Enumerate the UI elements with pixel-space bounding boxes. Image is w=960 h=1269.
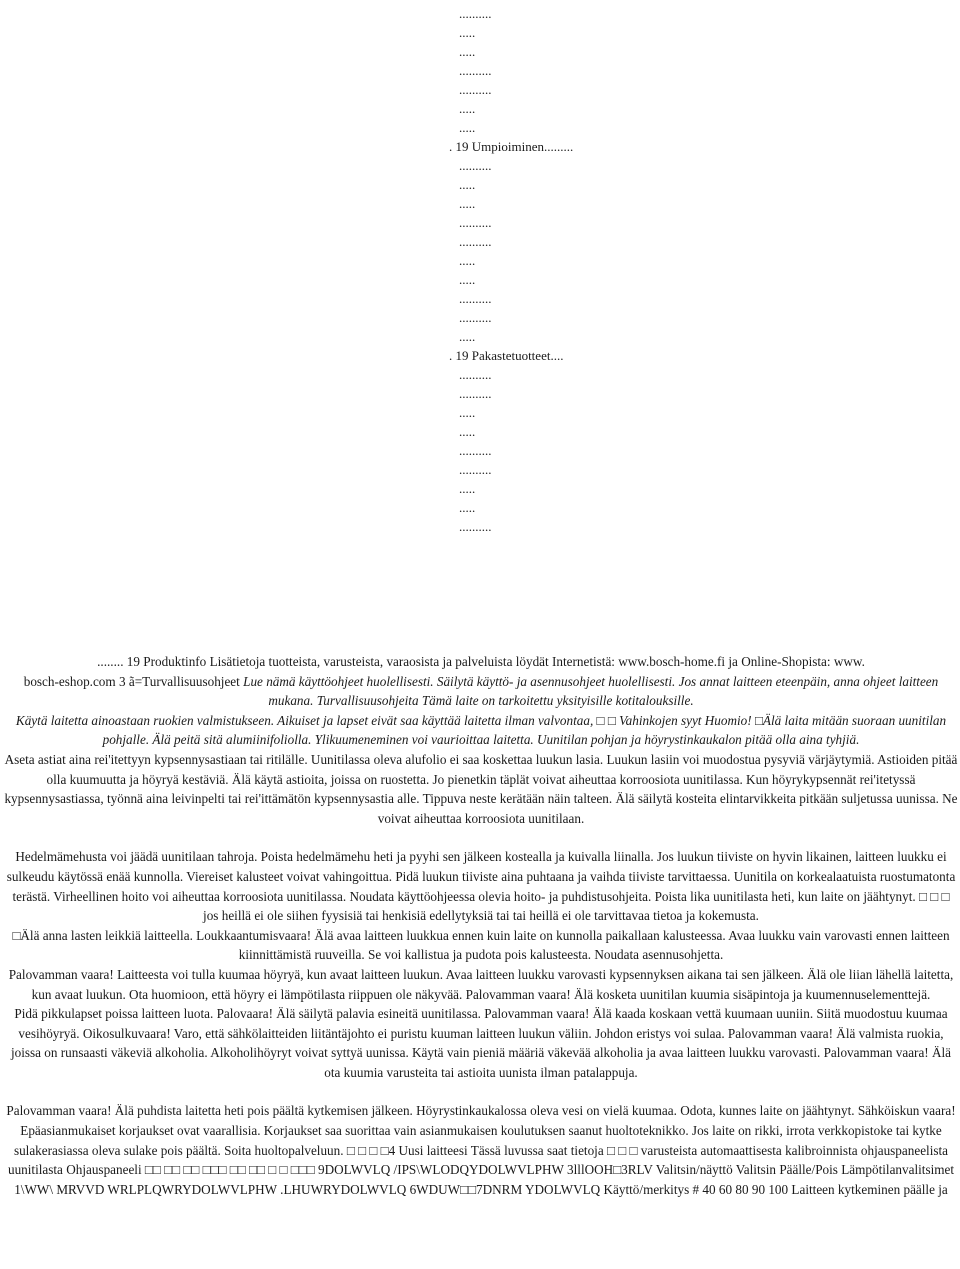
paragraph: Pidä pikkulapset poissa laitteen luota. Palovaara! Älä säilytä palavia esineitä uunitilassa. Palovamman vaara! Älä kaada koskaan vettä kuumaan uuniin. Siitä muodostuu kuumaa vesihöyryä. Oikosulkuvaara! Varo, että sähkölaitteiden liitäntäjohto ei puristu kuuman laitteen luukun väliin. Johdon eristys voi sulaa. Palovamman vaara! Älä valmista ruokia, joissa on runsaasti väkeviä alkoholia. Alkoholihöyryt voivat syttyä uunissa. Käytä vain pieniä määriä väkevää alkoholia ja avaa laitteen luukku varovasti. Palovamman vaara! Älä ota kuumia varusteita tai astioita uunista ilman patalappuja. — [10, 1006, 952, 1080]
toc-line: ..... — [459, 272, 476, 287]
toc-line: ..... — [459, 44, 476, 59]
produktinfo-line: ........ 19 Produktinfo Lisätietoja tuotteista, varusteista, varaosista ja palveluista löydät Internetistä: www.bosch-home.fi ja Online-Shopista: www. — [97, 654, 865, 669]
safety-intro — [4, 672, 958, 711]
toc-line: ..... — [459, 329, 476, 344]
toc-line: .......... — [459, 63, 492, 78]
toc-line: ..... — [459, 481, 476, 496]
toc-line: ..... — [459, 196, 476, 211]
toc-line: ..... — [459, 120, 476, 135]
toc-line: .......... — [459, 82, 492, 97]
toc-line: ..... — [459, 101, 476, 116]
paragraph: Palovamman vaara! Laitteesta voi tulla kuumaa höyryä, kun avaat laitteen luukun. Avaa laitteen luukku varovasti kypsennyksen aikana tai sen jälkeen. Älä ole liian lähellä laitetta, kun avaat luukun. Ota huomioon, että höyry ei lämpötilasta riippuen ole näkyvää. Palovamman vaara! Älä kosketa uunitilan kuumia sisäpintoja ja kuumennuselementtejä. — [8, 966, 954, 1002]
toc-line: ..... — [459, 253, 476, 268]
toc-line: .......... — [459, 158, 492, 173]
toc-line: .......... — [459, 310, 492, 325]
paragraph: Palovamman vaara! Älä puhdista laitetta heti pois päältä kytkemisen jälkeen. Höyrystinkaukalossa oleva vesi on vielä kuumaa. Odota, kunnes laite on jäähtynyt. Sähköiskun vaara! Epäasianmukaiset korjaukset ovat vaarallisia. Korjaukset saa suorittaa vain asianmukaisen koulutuksen saanut huoltoteknikko. Jos laite on rikki, irrota verkkopistoke tai kytke sulakerasiassa oleva sulake pois päältä. Soita huoltopalveluun. □ □ □ □4 Uusi laitteesi Tässä luvussa saat tietoja □ □ □ varusteista automaattisesta kalibroinnista ohjauspaneelista uunitilasta Ohjauspaneeli □□ □□ □□ □□□ □□ □□ □ □ □□□ 9DOLWVLQ /IPS\WLODQYDOLWVLPHW 3lllOOH□3RLV Valitsin/näyttö Valitsin Päälle/Pois Lämpötilanvalitsimet 1\WW\ MRVVD WRLPLQWRYDOLWVLPHW .LHUWRYDOLWVLQ 6WDUW□□7DNRM YDOLWVLQ Käyttö/merkitys # 40 60 80 90 100 Laitteen kytkeminen päälle ja — [6, 1103, 956, 1197]
paragraph: □Älä anna lasten leikkiä laitteella. Loukkaantumisvaara! Älä avaa laitteen luukkua ennen kuin laite on kunnolla paikallaan kalusteessa. Avaa luukku vain varovasti ennen laitteen kiinnittämistä ruuveilla. Se voi kallistua ja pudota pois kalusteesta. Noudata asennusohjetta. — [12, 927, 950, 963]
safety-heading: bosch-eshop.com 3 ã=Turvallisuusohjeet — [23, 673, 240, 689]
toc-line: .......... — [459, 234, 492, 249]
paragraph: Aseta astiat aina rei'itettyyn kypsennysastiaan tai ritilälle. Uunitilassa oleva alufolio ei saa koskettaa luukun lasia. Luukun lasiin voi muodostua pysyviä värjäytymiä. Astioiden pitää olla kuumuutta ja höyryä kestäviä. Älä käytä astioita, joissa on ruostetta. Jo pienetkin täplät voivat aiheuttaa korroosiota uunitilassa. Kun höyrykypsennät rei'itetyssä kypsennysastiassa, työnnä aina leivinpelti tai rei'ittämätön kypsennysastia alle. Tippuva neste kerätään näin talteen. Älä säilytä kosteita elintarvikkeita pitkään suljetussa uunissa. Ne voivat aiheuttaa korroosiota uunitilaan. — [4, 751, 958, 826]
toc-line: .......... — [459, 519, 492, 534]
toc-line: .......... — [459, 6, 492, 21]
table-of-contents-dots — [0, 4, 960, 536]
paragraph: Käytä laitetta ainoastaan ruokien valmistukseen. Aikuiset ja lapset eivät saa käyttää laitetta ilman valvontaa, □ □ Vahinkojen syyt Huomio! □Älä laita mitään suoraan uunitilan pohjalle. Älä peitä sitä alumiinifoliolla. Ylikuumeneminen voi vaurioittaa laitetta. Uunitilan pohjan ja höyrystinkaukalon pitää olla aina tyhjiä. — [15, 712, 947, 748]
document-body — [4, 652, 958, 1199]
toc-line: .......... — [459, 462, 492, 477]
toc-line: ..... — [459, 405, 476, 420]
safety-intro-text: Lue nämä käyttöohjeet huolellisesti. Säilytä käyttö- ja asennusohjeet huolellisesti. Jos annat laitteen eteenpäin, anna ohjeet laitteen mukana. Turvallisuusohjeita Tämä laite on tarkoitettu yksityisille kotitalouksille. — [239, 673, 939, 709]
toc-line: .......... — [459, 386, 492, 401]
toc-line: .......... — [459, 367, 492, 382]
toc-line: .......... — [459, 443, 492, 458]
paragraph: Hedelmämehusta voi jäädä uunitilaan tahroja. Poista hedelmämehu heti ja pyyhi sen jälkeen kostealla ja kuivalla liinalla. Jos luukun tiiviste on hyvin likainen, laitteen luukku ei sulkeudu käytössä enää kunnolla. Viereiset kalusteet voivat vahingoittua. Pidä luukun tiiviste aina puhtaana ja vaihda tiiviste tarvittaessa. Uunitila on korkealaatuista ruostumatonta terästä. Virheellinen hoito voi aiheuttaa korroosiota uunitilassa. Noudata käyttöohjeessa olevia hoito- ja puhdistusohjeita. Poista lika uunitilasta heti, kun laite on jäähtynyt. □ □ □ jos heillä ei ole siihen fyysisiä tai henkisiä edellytyksiä tai tai heillä ei ole tarvittavaa tietoa ja kokemusta. — [6, 849, 956, 924]
toc-line: ..... — [459, 424, 476, 439]
toc-line: ..... — [459, 25, 476, 40]
toc-entry-umpioiminen: . 19 Umpioiminen......... — [449, 139, 574, 154]
toc-line: ..... — [459, 500, 476, 515]
toc-line: .......... — [459, 215, 492, 230]
toc-line: ..... — [459, 177, 476, 192]
toc-line: .......... — [459, 291, 492, 306]
toc-entry-pakastetuotteet: . 19 Pakastetuotteet.... — [449, 348, 564, 363]
